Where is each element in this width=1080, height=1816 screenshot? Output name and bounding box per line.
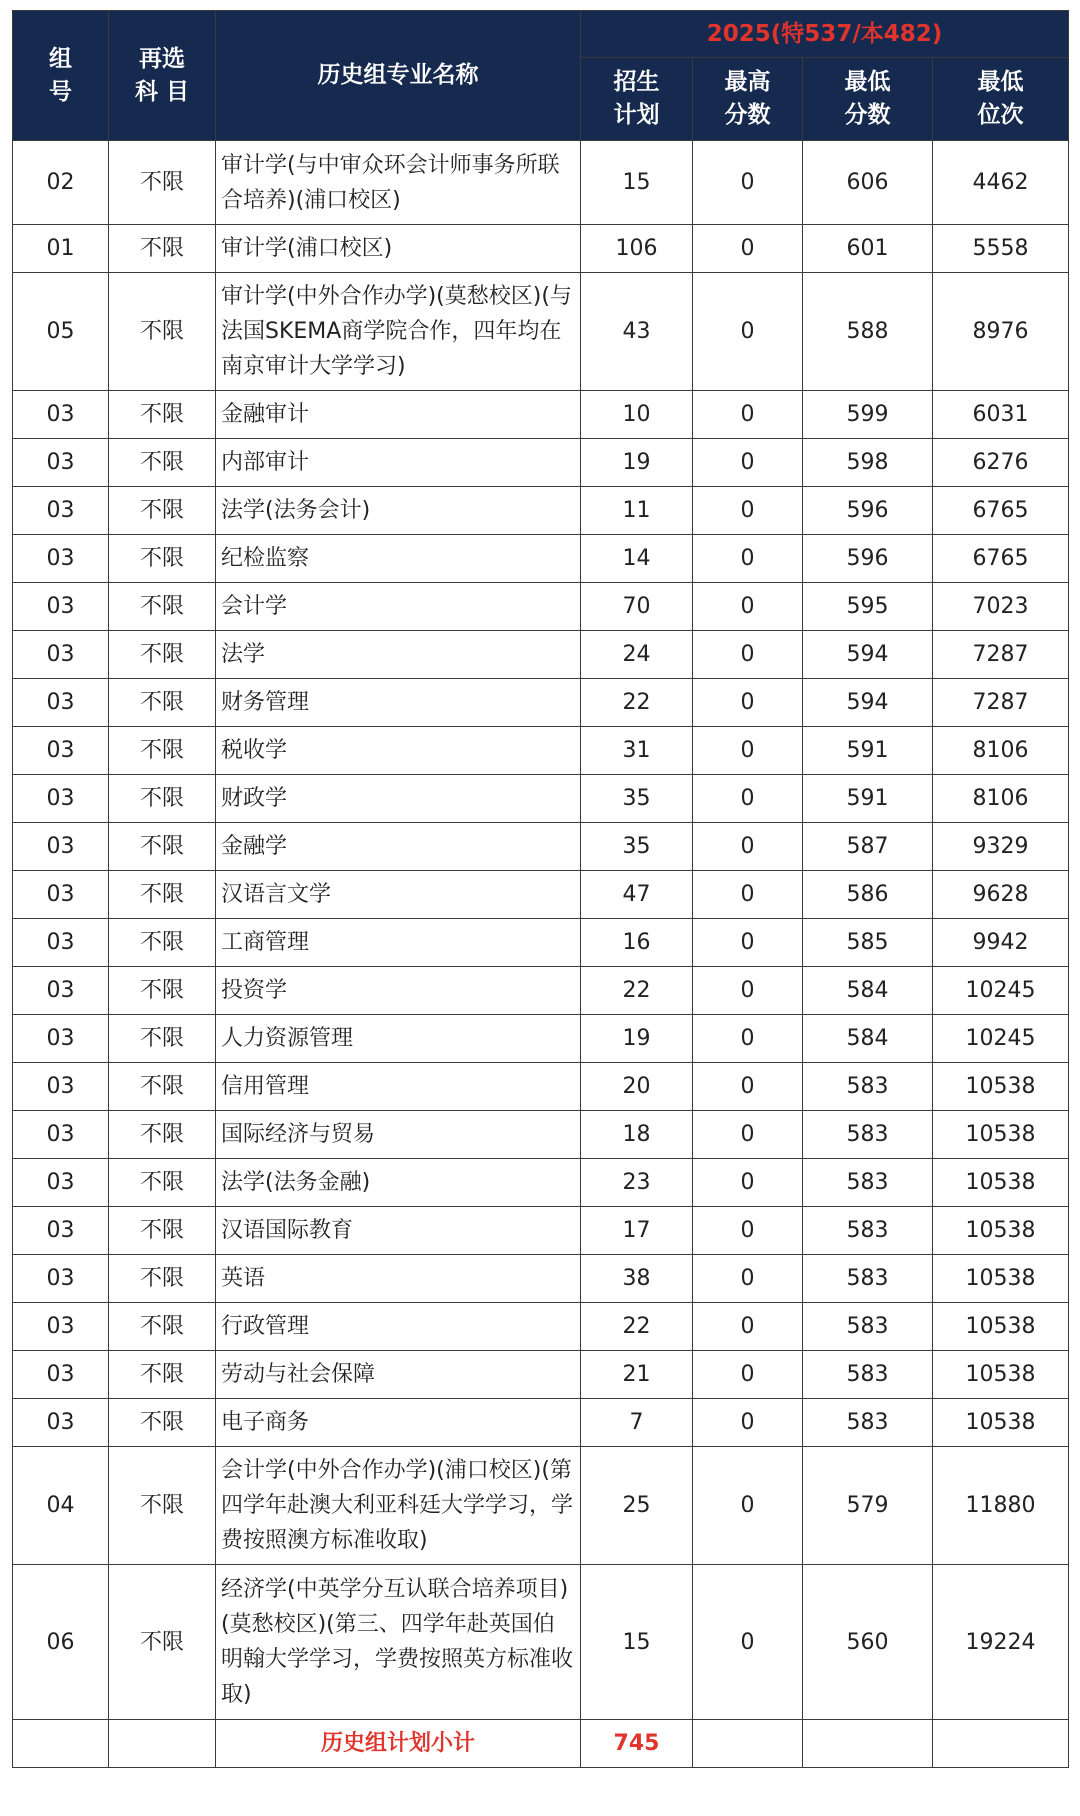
header-group-line-2: 号	[49, 78, 72, 105]
table-row	[13, 583, 1069, 631]
table-row	[13, 1255, 1069, 1303]
cell-plan: 35	[581, 823, 693, 871]
cell-rank: 7287	[933, 679, 1069, 727]
cell-subject: 不限	[109, 679, 216, 727]
cell-group: 06	[13, 1565, 109, 1720]
cell-subject: 不限	[109, 225, 216, 273]
cell-rank: 10538	[933, 1063, 1069, 1111]
total-plan: 745	[581, 1720, 693, 1768]
table-row	[13, 141, 1069, 225]
cell-rank: 8976	[933, 273, 1069, 391]
cell-min: 596	[803, 535, 933, 583]
cell-group: 03	[13, 583, 109, 631]
table-header	[13, 11, 1069, 141]
cell-max: 0	[693, 1063, 803, 1111]
cell-max: 0	[693, 1351, 803, 1399]
cell-max: 0	[693, 871, 803, 919]
total-label: 历史组计划小计	[216, 1720, 581, 1768]
cell-major: 财政学	[216, 775, 581, 823]
cell-plan: 106	[581, 225, 693, 273]
cell-subject: 不限	[109, 1351, 216, 1399]
cell-group: 03	[13, 871, 109, 919]
table-row	[13, 225, 1069, 273]
cell-subject: 不限	[109, 1111, 216, 1159]
cell-empty	[693, 1720, 803, 1768]
cell-plan: 15	[581, 141, 693, 225]
table-row	[13, 487, 1069, 535]
cell-min: 591	[803, 775, 933, 823]
cell-min: 594	[803, 631, 933, 679]
cell-empty	[803, 1720, 933, 1768]
cell-max: 0	[693, 439, 803, 487]
cell-min: 583	[803, 1159, 933, 1207]
cell-group: 03	[13, 1399, 109, 1447]
cell-max: 0	[693, 583, 803, 631]
cell-group: 03	[13, 535, 109, 583]
table-row	[13, 1207, 1069, 1255]
cell-min: 583	[803, 1063, 933, 1111]
cell-rank: 10538	[933, 1351, 1069, 1399]
cell-rank: 6765	[933, 487, 1069, 535]
cell-major: 内部审计	[216, 439, 581, 487]
cell-max: 0	[693, 1303, 803, 1351]
cell-max: 0	[693, 1447, 803, 1565]
cell-max: 0	[693, 1159, 803, 1207]
cell-group: 01	[13, 225, 109, 273]
cell-rank: 10538	[933, 1207, 1069, 1255]
header-group-line-1: 组	[49, 45, 72, 72]
cell-major: 劳动与社会保障	[216, 1351, 581, 1399]
cell-min: 595	[803, 583, 933, 631]
cell-rank: 10538	[933, 1159, 1069, 1207]
cell-max: 0	[693, 727, 803, 775]
cell-subject: 不限	[109, 487, 216, 535]
cell-group: 03	[13, 1159, 109, 1207]
cell-max: 0	[693, 823, 803, 871]
cell-max: 0	[693, 1255, 803, 1303]
cell-plan: 25	[581, 1447, 693, 1565]
cell-rank: 10245	[933, 1015, 1069, 1063]
cell-subject: 不限	[109, 535, 216, 583]
cell-rank: 10538	[933, 1255, 1069, 1303]
cell-rank: 10538	[933, 1111, 1069, 1159]
cell-max: 0	[693, 631, 803, 679]
cell-min: 591	[803, 727, 933, 775]
table-row	[13, 1303, 1069, 1351]
cell-max: 0	[693, 1015, 803, 1063]
cell-group: 03	[13, 679, 109, 727]
cell-plan: 16	[581, 919, 693, 967]
cell-group: 03	[13, 1303, 109, 1351]
cell-subject: 不限	[109, 583, 216, 631]
cell-major: 法学	[216, 631, 581, 679]
cell-empty	[109, 1720, 216, 1768]
table-row	[13, 1351, 1069, 1399]
cell-group: 03	[13, 1255, 109, 1303]
cell-plan: 11	[581, 487, 693, 535]
cell-plan: 10	[581, 391, 693, 439]
cell-rank: 9628	[933, 871, 1069, 919]
cell-subject: 不限	[109, 1255, 216, 1303]
header-plan: 招生 计划	[581, 58, 693, 141]
cell-max: 0	[693, 487, 803, 535]
cell-major: 财务管理	[216, 679, 581, 727]
table-row	[13, 967, 1069, 1015]
cell-subject: 不限	[109, 439, 216, 487]
cell-rank: 7287	[933, 631, 1069, 679]
header-max-score: 最高 分数	[693, 58, 803, 141]
cell-major: 工商管理	[216, 919, 581, 967]
cell-group: 03	[13, 967, 109, 1015]
cell-max: 0	[693, 225, 803, 273]
cell-max: 0	[693, 967, 803, 1015]
cell-group: 03	[13, 1351, 109, 1399]
cell-subject: 不限	[109, 631, 216, 679]
cell-group: 03	[13, 823, 109, 871]
cell-subject: 不限	[109, 871, 216, 919]
cell-min: 596	[803, 487, 933, 535]
cell-min: 606	[803, 141, 933, 225]
cell-rank: 4462	[933, 141, 1069, 225]
cell-major: 审计学(中外合作办学)(莫愁校区)(与法国SKEMA商学院合作，四年均在南京审计大学学习)	[216, 273, 581, 391]
cell-major: 信用管理	[216, 1063, 581, 1111]
header-group-number	[13, 11, 109, 141]
cell-max: 0	[693, 391, 803, 439]
cell-min: 583	[803, 1303, 933, 1351]
cell-empty	[13, 1720, 109, 1768]
cell-plan: 38	[581, 1255, 693, 1303]
table-row	[13, 823, 1069, 871]
cell-min: 594	[803, 679, 933, 727]
table-row	[13, 871, 1069, 919]
table-row	[13, 1015, 1069, 1063]
header-subject-line-1: 再选	[139, 45, 185, 72]
cell-min: 584	[803, 1015, 933, 1063]
cell-major: 纪检监察	[216, 535, 581, 583]
cell-major: 审计学(浦口校区)	[216, 225, 581, 273]
cell-max: 0	[693, 1111, 803, 1159]
cell-rank: 10245	[933, 967, 1069, 1015]
cell-major: 经济学(中英学分互认联合培养项目)(莫愁校区)(第三、四学年赴英国伯明翰大学学习，学费按照英方标准收取)	[216, 1565, 581, 1720]
cell-min: 579	[803, 1447, 933, 1565]
cell-rank: 6031	[933, 391, 1069, 439]
table-row	[13, 775, 1069, 823]
cell-group: 03	[13, 631, 109, 679]
cell-major: 金融学	[216, 823, 581, 871]
cell-plan: 18	[581, 1111, 693, 1159]
cell-major: 法学(法务会计)	[216, 487, 581, 535]
cell-rank: 6276	[933, 439, 1069, 487]
cell-group: 05	[13, 273, 109, 391]
header-major-name: 历史组专业名称	[216, 11, 581, 141]
cell-plan: 21	[581, 1351, 693, 1399]
cell-subject: 不限	[109, 391, 216, 439]
cell-min: 584	[803, 967, 933, 1015]
cell-plan: 7	[581, 1399, 693, 1447]
cell-major: 税收学	[216, 727, 581, 775]
table-row	[13, 1063, 1069, 1111]
header-elective-subject	[109, 11, 216, 141]
header-min-score: 最低 分数	[803, 58, 933, 141]
cell-major: 金融审计	[216, 391, 581, 439]
cell-min: 598	[803, 439, 933, 487]
cell-subject: 不限	[109, 141, 216, 225]
cell-subject: 不限	[109, 919, 216, 967]
cell-group: 03	[13, 1207, 109, 1255]
table-row	[13, 391, 1069, 439]
cell-subject: 不限	[109, 727, 216, 775]
cell-subject: 不限	[109, 1565, 216, 1720]
cell-subject: 不限	[109, 775, 216, 823]
cell-plan: 70	[581, 583, 693, 631]
cell-rank: 10538	[933, 1303, 1069, 1351]
cell-max: 0	[693, 1565, 803, 1720]
cell-min: 560	[803, 1565, 933, 1720]
cell-plan: 19	[581, 439, 693, 487]
cell-subject: 不限	[109, 1303, 216, 1351]
cell-subject: 不限	[109, 1015, 216, 1063]
cell-max: 0	[693, 679, 803, 727]
cell-max: 0	[693, 141, 803, 225]
cell-major: 审计学(与中审众环会计师事务所联合培养)(浦口校区)	[216, 141, 581, 225]
cell-min: 585	[803, 919, 933, 967]
cell-rank: 10538	[933, 1399, 1069, 1447]
table-row	[13, 1111, 1069, 1159]
cell-plan: 31	[581, 727, 693, 775]
cell-plan: 35	[581, 775, 693, 823]
cell-min: 583	[803, 1255, 933, 1303]
cell-min: 583	[803, 1111, 933, 1159]
cell-max: 0	[693, 1399, 803, 1447]
total-row	[13, 1720, 1069, 1768]
cell-subject: 不限	[109, 823, 216, 871]
cell-min: 588	[803, 273, 933, 391]
cell-rank: 6765	[933, 535, 1069, 583]
cell-plan: 22	[581, 967, 693, 1015]
header-subject-line-2: 科 目	[134, 78, 189, 105]
cell-group: 03	[13, 487, 109, 535]
table-row	[13, 679, 1069, 727]
cell-plan: 43	[581, 273, 693, 391]
cell-group: 03	[13, 439, 109, 487]
table-body	[13, 141, 1069, 1768]
cell-major: 行政管理	[216, 1303, 581, 1351]
cell-plan: 24	[581, 631, 693, 679]
cell-min: 583	[803, 1207, 933, 1255]
cell-group: 03	[13, 1015, 109, 1063]
cell-group: 02	[13, 141, 109, 225]
cell-min: 586	[803, 871, 933, 919]
cell-max: 0	[693, 1207, 803, 1255]
cell-rank: 9942	[933, 919, 1069, 967]
cell-major: 会计学	[216, 583, 581, 631]
cell-plan: 15	[581, 1565, 693, 1720]
admission-table	[12, 10, 1069, 1768]
cell-major: 英语	[216, 1255, 581, 1303]
cell-major: 人力资源管理	[216, 1015, 581, 1063]
cell-plan: 22	[581, 1303, 693, 1351]
cell-major: 国际经济与贸易	[216, 1111, 581, 1159]
table-row	[13, 273, 1069, 391]
table-row	[13, 727, 1069, 775]
cell-rank: 7023	[933, 583, 1069, 631]
cell-min: 583	[803, 1351, 933, 1399]
header-year-title: 2025(特537/本482)	[581, 11, 1069, 58]
cell-plan: 17	[581, 1207, 693, 1255]
cell-subject: 不限	[109, 1447, 216, 1565]
cell-subject: 不限	[109, 273, 216, 391]
cell-rank: 11880	[933, 1447, 1069, 1565]
cell-group: 03	[13, 391, 109, 439]
cell-major: 电子商务	[216, 1399, 581, 1447]
cell-group: 03	[13, 919, 109, 967]
cell-min: 599	[803, 391, 933, 439]
cell-min: 587	[803, 823, 933, 871]
cell-max: 0	[693, 535, 803, 583]
cell-major: 投资学	[216, 967, 581, 1015]
cell-rank: 19224	[933, 1565, 1069, 1720]
cell-plan: 20	[581, 1063, 693, 1111]
table-row	[13, 1565, 1069, 1720]
cell-major: 法学(法务金融)	[216, 1159, 581, 1207]
cell-rank: 8106	[933, 727, 1069, 775]
cell-subject: 不限	[109, 1159, 216, 1207]
table-row	[13, 1399, 1069, 1447]
table-row	[13, 631, 1069, 679]
cell-plan: 22	[581, 679, 693, 727]
cell-max: 0	[693, 273, 803, 391]
cell-major: 会计学(中外合作办学)(浦口校区)(第四学年赴澳大利亚科廷大学学习，学费按照澳方标准收取)	[216, 1447, 581, 1565]
table-row	[13, 1159, 1069, 1207]
cell-subject: 不限	[109, 1399, 216, 1447]
cell-plan: 47	[581, 871, 693, 919]
cell-empty	[933, 1720, 1069, 1768]
cell-min: 583	[803, 1399, 933, 1447]
cell-subject: 不限	[109, 1063, 216, 1111]
cell-plan: 19	[581, 1015, 693, 1063]
cell-rank: 8106	[933, 775, 1069, 823]
cell-major: 汉语国际教育	[216, 1207, 581, 1255]
cell-group: 04	[13, 1447, 109, 1565]
cell-min: 601	[803, 225, 933, 273]
cell-subject: 不限	[109, 1207, 216, 1255]
table-row	[13, 535, 1069, 583]
cell-plan: 14	[581, 535, 693, 583]
cell-major: 汉语言文学	[216, 871, 581, 919]
cell-max: 0	[693, 919, 803, 967]
cell-group: 03	[13, 775, 109, 823]
cell-rank: 9329	[933, 823, 1069, 871]
cell-group: 03	[13, 727, 109, 775]
cell-subject: 不限	[109, 967, 216, 1015]
header-min-rank: 最低 位次	[933, 58, 1069, 141]
cell-group: 03	[13, 1111, 109, 1159]
table-row	[13, 919, 1069, 967]
cell-rank: 5558	[933, 225, 1069, 273]
table-row	[13, 439, 1069, 487]
cell-group: 03	[13, 1063, 109, 1111]
cell-plan: 23	[581, 1159, 693, 1207]
table-row	[13, 1447, 1069, 1565]
cell-max: 0	[693, 775, 803, 823]
